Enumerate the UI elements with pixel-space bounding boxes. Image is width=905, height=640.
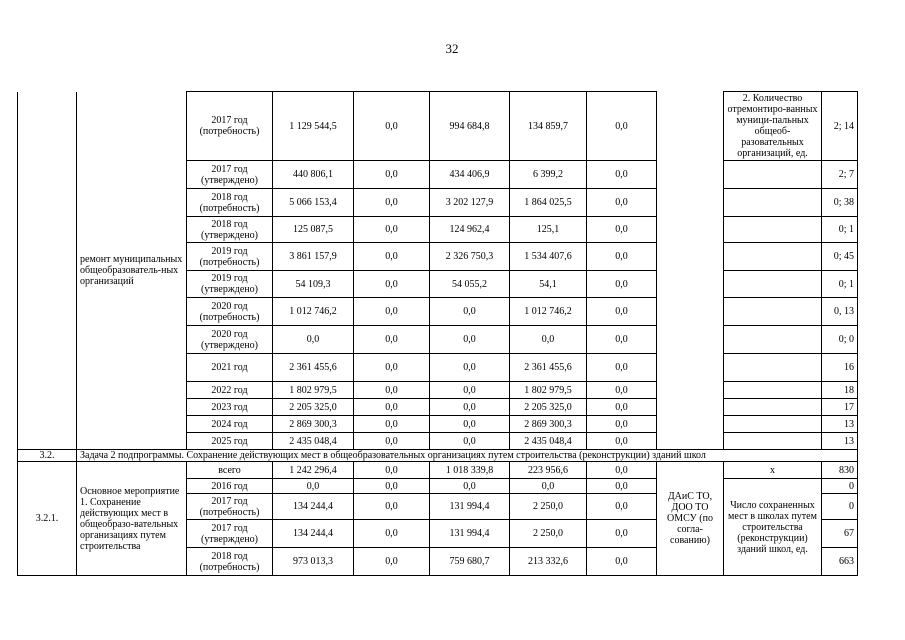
federal-cell: 0,0 bbox=[354, 433, 430, 450]
indicator-value: 13 bbox=[822, 416, 858, 433]
section-row bbox=[18, 450, 858, 462]
table-row bbox=[18, 462, 858, 479]
federal-cell: 0,0 bbox=[354, 189, 430, 217]
indicator-mark: х bbox=[724, 462, 822, 479]
total-cell: 3 861 157,9 bbox=[273, 243, 354, 271]
extra-budget-cell: 0,0 bbox=[587, 354, 657, 382]
extra-budget-cell: 0,0 bbox=[587, 433, 657, 450]
activity-number: 3.2.1. bbox=[18, 462, 77, 576]
federal-cell: 0,0 bbox=[354, 494, 430, 520]
federal-cell: 0,0 bbox=[354, 416, 430, 433]
local-cell: 54,1 bbox=[510, 271, 587, 298]
local-cell: 1 864 025,5 bbox=[510, 189, 587, 217]
total-cell: 2 869 300,3 bbox=[273, 416, 354, 433]
period-cell: 2018 год (утверждено) bbox=[187, 217, 273, 243]
period-cell: 2017 год (утверждено) bbox=[187, 520, 273, 548]
federal-cell: 0,0 bbox=[354, 382, 430, 399]
indicator-name: 2. Количество отремонтиро-ванных муници-пальных общеоб-разовательных организаций, ед. bbox=[724, 92, 822, 161]
indicator-value: 16 bbox=[822, 354, 858, 382]
indicator-cell bbox=[724, 217, 822, 243]
section-title: Задача 2 подпрограммы. Сохранение действующих мест в общеобразовательных организациях путем строительства (реконструкции) зданий школ bbox=[77, 450, 858, 462]
period-cell: 2017 год (утверждено) bbox=[187, 161, 273, 189]
total-cell: 2 361 455,6 bbox=[273, 354, 354, 382]
federal-cell: 0,0 bbox=[354, 243, 430, 271]
extra-budget-cell: 0,0 bbox=[587, 92, 657, 161]
local-cell: 2 250,0 bbox=[510, 494, 587, 520]
indicator-cell bbox=[724, 416, 822, 433]
extra-budget-cell: 0,0 bbox=[587, 326, 657, 354]
indicator-cell bbox=[724, 354, 822, 382]
indicator-value: 0; 38 bbox=[822, 189, 858, 217]
indicator-value: 663 bbox=[822, 548, 858, 576]
total-cell: 134 244,4 bbox=[273, 520, 354, 548]
executor-cell: ДАиС ТО, ДОО ТО ОМСУ (по согла-сованию) bbox=[657, 462, 724, 576]
extra-budget-cell: 0,0 bbox=[587, 271, 657, 298]
period-cell: 2025 год bbox=[187, 433, 273, 450]
local-cell: 2 869 300,3 bbox=[510, 416, 587, 433]
indicator-cell bbox=[724, 243, 822, 271]
regional-cell: 0,0 bbox=[430, 433, 510, 450]
period-cell: 2021 год bbox=[187, 354, 273, 382]
period-cell: 2018 год (потребность) bbox=[187, 189, 273, 217]
activity-name: ремонт муниципальных общеобразователь-ных организаций bbox=[77, 92, 187, 450]
indicator-value: 67 bbox=[822, 520, 858, 548]
indicator-cell bbox=[724, 271, 822, 298]
local-cell: 2 361 455,6 bbox=[510, 354, 587, 382]
regional-cell: 3 202 127,9 bbox=[430, 189, 510, 217]
indicator-cell bbox=[724, 161, 822, 189]
extra-budget-cell: 0,0 bbox=[587, 416, 657, 433]
indicator-value: 17 bbox=[822, 399, 858, 416]
federal-cell: 0,0 bbox=[354, 161, 430, 189]
period-cell: 2017 год (потребность) bbox=[187, 92, 273, 161]
federal-cell: 0,0 bbox=[354, 479, 430, 494]
indicator-value: 0; 0 bbox=[822, 326, 858, 354]
local-cell: 125,1 bbox=[510, 217, 587, 243]
federal-cell: 0,0 bbox=[354, 520, 430, 548]
total-cell: 125 087,5 bbox=[273, 217, 354, 243]
total-cell: 2 205 325,0 bbox=[273, 399, 354, 416]
total-cell: 1 129 544,5 bbox=[273, 92, 354, 161]
total-cell: 440 806,1 bbox=[273, 161, 354, 189]
period-cell: 2022 год bbox=[187, 382, 273, 399]
indicator-value: 0; 1 bbox=[822, 217, 858, 243]
activity-name: Основное мероприятие 1. Сохранение действующих мест в общеобразо-вательных организациях путем строительства bbox=[77, 462, 187, 576]
indicator-name: Число сохраненных мест в школах путем строительства (реконструкции) зданий школ, ед. bbox=[724, 479, 822, 576]
federal-cell: 0,0 bbox=[354, 462, 430, 479]
period-cell: 2024 год bbox=[187, 416, 273, 433]
indicator-cell bbox=[724, 433, 822, 450]
period-cell: 2016 год bbox=[187, 479, 273, 494]
total-cell: 5 066 153,4 bbox=[273, 189, 354, 217]
extra-budget-cell: 0,0 bbox=[587, 161, 657, 189]
extra-budget-cell: 0,0 bbox=[587, 479, 657, 494]
page-number: 32 bbox=[445, 41, 459, 56]
regional-cell: 0,0 bbox=[430, 479, 510, 494]
local-cell: 1 802 979,5 bbox=[510, 382, 587, 399]
indicator-value: 18 bbox=[822, 382, 858, 399]
regional-cell: 2 326 750,3 bbox=[430, 243, 510, 271]
indicator-cell bbox=[724, 189, 822, 217]
federal-cell: 0,0 bbox=[354, 92, 430, 161]
federal-cell: 0,0 bbox=[354, 548, 430, 576]
extra-budget-cell: 0,0 bbox=[587, 548, 657, 576]
total-cell: 1 242 296,4 bbox=[273, 462, 354, 479]
period-cell: 2017 год (потребность) bbox=[187, 494, 273, 520]
local-cell: 134 859,7 bbox=[510, 92, 587, 161]
total-cell: 973 013,3 bbox=[273, 548, 354, 576]
indicator-value: 830 bbox=[822, 462, 858, 479]
regional-cell: 131 994,4 bbox=[430, 494, 510, 520]
regional-cell: 0,0 bbox=[430, 354, 510, 382]
federal-cell: 0,0 bbox=[354, 298, 430, 326]
federal-cell: 0,0 bbox=[354, 271, 430, 298]
regional-cell: 759 680,7 bbox=[430, 548, 510, 576]
local-cell: 223 956,6 bbox=[510, 462, 587, 479]
local-cell: 2 435 048,4 bbox=[510, 433, 587, 450]
regional-cell: 0,0 bbox=[430, 399, 510, 416]
indicator-cell bbox=[724, 326, 822, 354]
period-cell: 2020 год (утверждено) bbox=[187, 326, 273, 354]
indicator-cell bbox=[724, 382, 822, 399]
local-cell: 213 332,6 bbox=[510, 548, 587, 576]
extra-budget-cell: 0,0 bbox=[587, 243, 657, 271]
federal-cell: 0,0 bbox=[354, 217, 430, 243]
indicator-value: 2; 7 bbox=[822, 161, 858, 189]
federal-cell: 0,0 bbox=[354, 326, 430, 354]
local-cell: 6 399,2 bbox=[510, 161, 587, 189]
total-cell: 134 244,4 bbox=[273, 494, 354, 520]
extra-budget-cell: 0,0 bbox=[587, 298, 657, 326]
extra-budget-cell: 0,0 bbox=[587, 494, 657, 520]
indicator-cell bbox=[724, 298, 822, 326]
table-row bbox=[18, 92, 858, 161]
regional-cell: 124 962,4 bbox=[430, 217, 510, 243]
regional-cell: 0,0 bbox=[430, 326, 510, 354]
indicator-value: 0; 45 bbox=[822, 243, 858, 271]
total-cell: 54 109,3 bbox=[273, 271, 354, 298]
local-cell: 0,0 bbox=[510, 326, 587, 354]
federal-cell: 0,0 bbox=[354, 399, 430, 416]
regional-cell: 0,0 bbox=[430, 382, 510, 399]
regional-cell: 994 684,8 bbox=[430, 92, 510, 161]
regional-cell: 131 994,4 bbox=[430, 520, 510, 548]
section-number: 3.2. bbox=[18, 450, 77, 462]
indicator-value: 0 bbox=[822, 494, 858, 520]
extra-budget-cell: 0,0 bbox=[587, 462, 657, 479]
indicator-cell bbox=[724, 399, 822, 416]
indicator-value: 0 bbox=[822, 479, 858, 494]
regional-cell: 0,0 bbox=[430, 416, 510, 433]
local-cell: 1 534 407,6 bbox=[510, 243, 587, 271]
local-cell: 2 205 325,0 bbox=[510, 399, 587, 416]
regional-cell: 1 018 339,8 bbox=[430, 462, 510, 479]
total-cell: 1 012 746,2 bbox=[273, 298, 354, 326]
regional-cell: 434 406,9 bbox=[430, 161, 510, 189]
period-cell: 2023 год bbox=[187, 399, 273, 416]
extra-budget-cell: 0,0 bbox=[587, 217, 657, 243]
period-cell: 2019 год (утверждено) bbox=[187, 271, 273, 298]
indicator-value: 13 bbox=[822, 433, 858, 450]
period-cell: 2018 год (потребность) bbox=[187, 548, 273, 576]
indicator-value: 0, 13 bbox=[822, 298, 858, 326]
total-cell: 0,0 bbox=[273, 326, 354, 354]
extra-budget-cell: 0,0 bbox=[587, 382, 657, 399]
budget-table bbox=[17, 91, 858, 576]
period-cell: всего bbox=[187, 462, 273, 479]
local-cell: 0,0 bbox=[510, 479, 587, 494]
regional-cell: 54 055,2 bbox=[430, 271, 510, 298]
extra-budget-cell: 0,0 bbox=[587, 520, 657, 548]
regional-cell: 0,0 bbox=[430, 298, 510, 326]
indicator-value: 2; 14 bbox=[822, 92, 858, 161]
local-cell: 1 012 746,2 bbox=[510, 298, 587, 326]
period-cell: 2020 год (потребность) bbox=[187, 298, 273, 326]
local-cell: 2 250,0 bbox=[510, 520, 587, 548]
extra-budget-cell: 0,0 bbox=[587, 399, 657, 416]
extra-budget-cell: 0,0 bbox=[587, 189, 657, 217]
number-cell bbox=[18, 92, 77, 450]
federal-cell: 0,0 bbox=[354, 354, 430, 382]
total-cell: 2 435 048,4 bbox=[273, 433, 354, 450]
executor-cell bbox=[657, 92, 724, 450]
total-cell: 1 802 979,5 bbox=[273, 382, 354, 399]
indicator-value: 0; 1 bbox=[822, 271, 858, 298]
total-cell: 0,0 bbox=[273, 479, 354, 494]
period-cell: 2019 год (потребность) bbox=[187, 243, 273, 271]
